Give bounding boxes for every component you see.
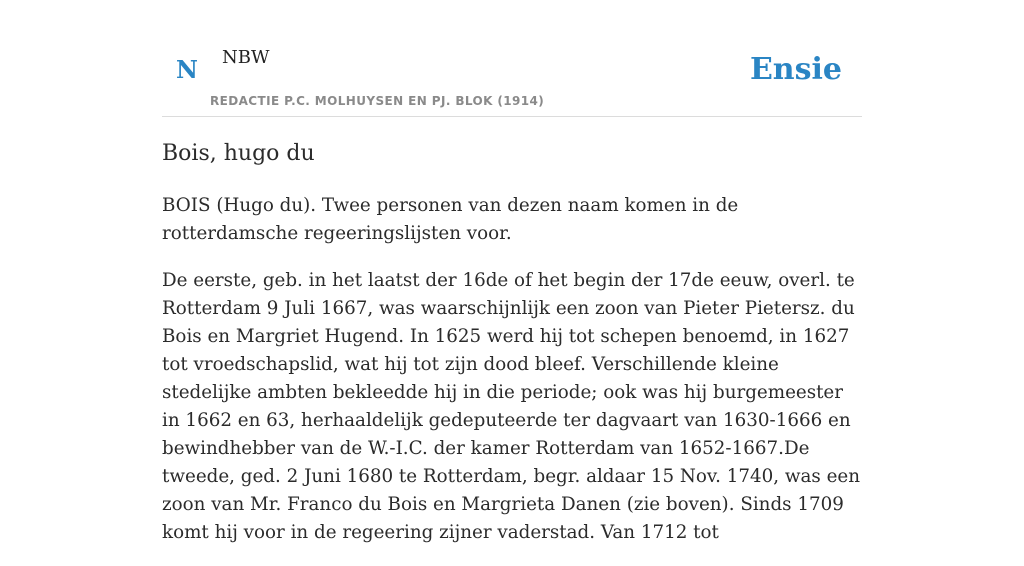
article-paragraph: BOIS (Hugo du). Twee personen van dezen naam komen in de rotterdamsche regeeringslijsten voor. bbox=[162, 195, 739, 244]
header bbox=[162, 0, 862, 117]
article-title: Bois, hugo du bbox=[162, 141, 315, 166]
source-editors: REDACTIE P.C. MOLHUYSEN EN PJ. BLOK (1914) bbox=[210, 94, 545, 108]
source-name-link[interactable]: NBW bbox=[222, 47, 270, 68]
article-paragraph: De eerste, geb. in het laatst der 16de of het begin der 17de eeuw, overl. te Rotterdam 9 Juli 1667, was waarschijnlijk een zoon van Pieter Pietersz. du Bois en Margriet Hugend. In 1625 werd hij tot schepen benoemd, in 1627 tot vroedschapslid, wat hij tot zijn dood bleef. Verschillende kleine stedelijke ambten bekleedde hij in die periode; ook was hij burgemeester in 1662 en 63, herhaaldelijk gedeputeerde ter dagvaart van 1630-1666 en bewindhebber van de W.-I.C. der kamer Rotterdam van 1652-1667.De tweede, ged. 2 Juni 1680 te Rotterdam, begr. aldaar 15 Nov. 1740, was een zoon van Mr. Franco du Bois en Margrieta Danen (zie boven). Sinds 1709 komt hij voor in de regeering zijner vaderstad. Van 1712 tot bbox=[162, 270, 861, 543]
source-logo-icon[interactable]: N bbox=[176, 55, 198, 84]
ensie-logo[interactable]: Ensie bbox=[749, 52, 842, 87]
article-body bbox=[162, 192, 862, 566]
